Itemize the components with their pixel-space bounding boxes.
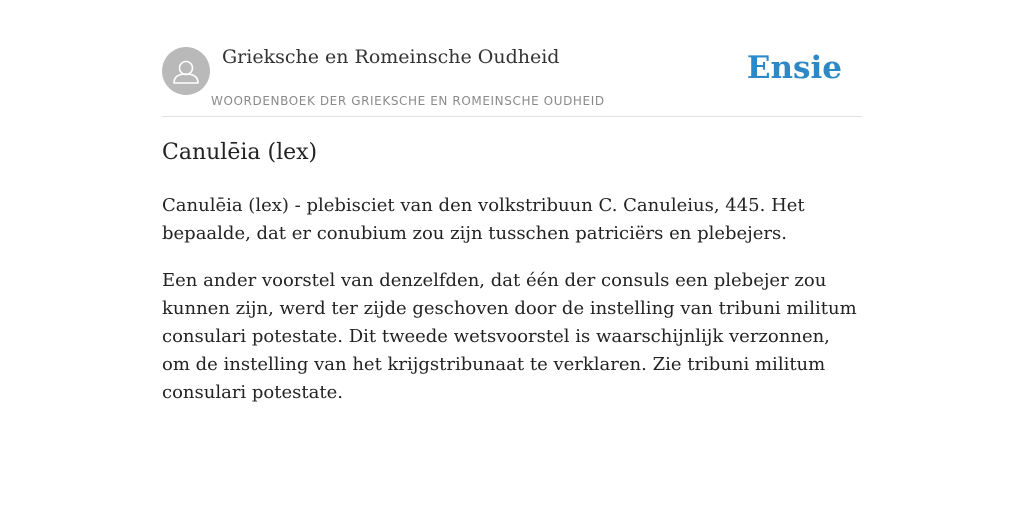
source-subtitle: WOORDENBOEK DER GRIEKSCHE EN ROMEINSCHE OUDHEID xyxy=(211,94,605,108)
user-silhouette-icon xyxy=(162,47,210,95)
source-title-link[interactable]: Grieksche en Romeinsche Oudheid xyxy=(222,46,560,68)
header xyxy=(162,0,862,117)
entry-title: Canulēia (lex) xyxy=(162,140,318,165)
page xyxy=(162,0,862,403)
entry-paragraph: Een ander voorstel van denzelfden, dat één der consuls een plebejer zou kunnen zijn, werd ter zijde geschoven door de instelling van tribuni militum consulari potestate. Dit tweede wetsvoorstel is waarschijnlijk verzonnen, om de instelling van het krijgstribunaat te verklaren. Zie tribuni militum consulari potestate. xyxy=(162,270,857,403)
ensie-logo-link[interactable]: Ensie xyxy=(746,50,842,86)
entry-paragraph: Canulēia (lex) - plebisciet van den volkstribuun C. Canuleius, 445. Het bepaalde, dat er conubium zou zijn tusschen patriciërs en plebejers. xyxy=(162,195,805,244)
avatar[interactable] xyxy=(162,47,210,95)
entry-body xyxy=(162,192,862,426)
